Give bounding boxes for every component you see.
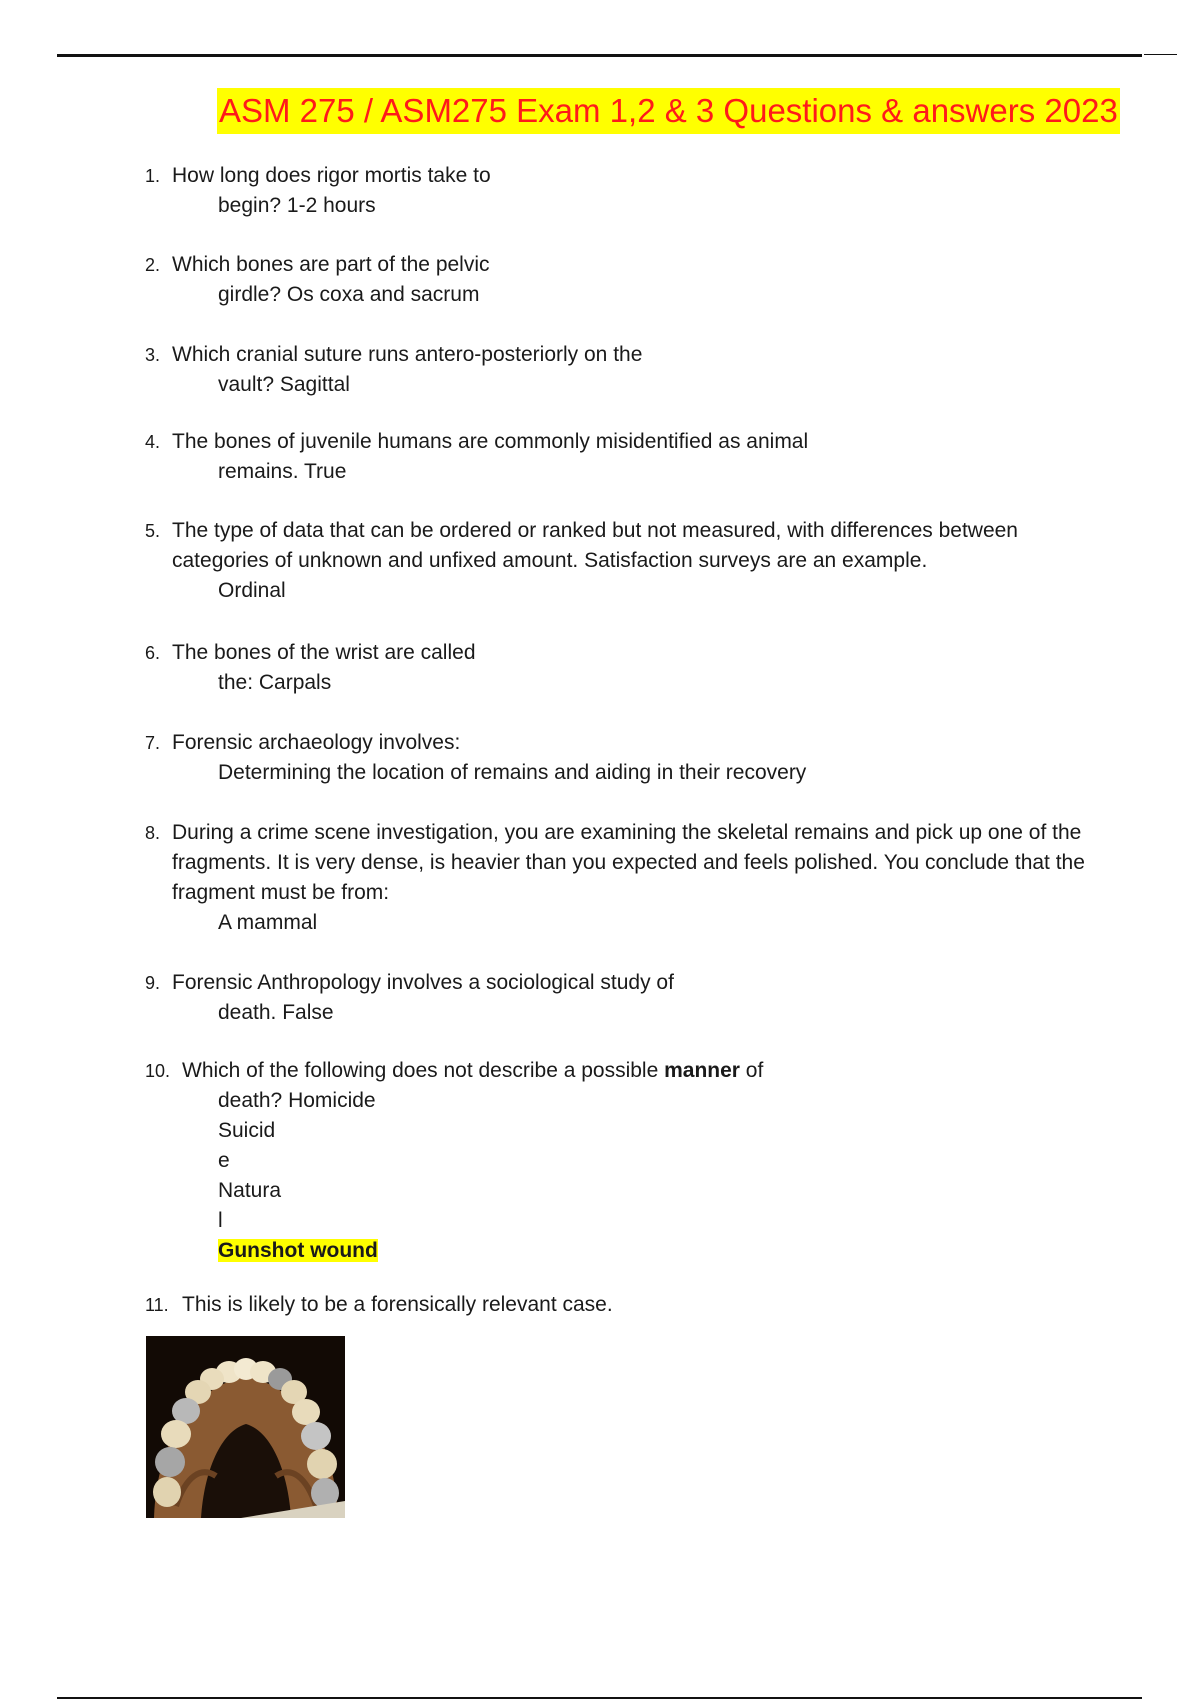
question-7 (145, 728, 1145, 788)
question-number: 10. (145, 1061, 171, 1081)
highlighted-answer: Gunshot wound (218, 1239, 378, 1262)
answer-text: girdle? Os coxa and sacrum (218, 283, 480, 306)
question-text: Forensic Anthropology involves a sociological study of (172, 971, 674, 994)
question-1 (145, 161, 1145, 221)
question-number: 11. (145, 1295, 169, 1315)
top-rule-stub (1144, 54, 1177, 55)
answer-text: the: Carpals (218, 671, 332, 694)
question-emphasis: manner (664, 1059, 740, 1082)
answer-text: vault? Sagittal (218, 373, 350, 396)
question-2 (145, 250, 1145, 310)
question-text-part: Which of the following does not describe a possible (182, 1059, 665, 1082)
question-text: fragments. It is very dense, is heavier than you expected and feels polished. You conclude that the (172, 851, 1085, 874)
question-number: 5. (145, 521, 161, 541)
question-3 (145, 340, 1145, 400)
question-10 (145, 1056, 1145, 1266)
answer-text: Determining the location of remains and aiding in their recovery (218, 761, 807, 784)
question-text: Which cranial suture runs antero-posteriorly on the (172, 343, 643, 366)
question-number: 1. (145, 166, 161, 186)
question-text: This is likely to be a forensically relevant case. (182, 1293, 613, 1316)
dental-remains-photo (146, 1336, 345, 1518)
bottom-rule (57, 1697, 1142, 1699)
answer-text: e (218, 1149, 230, 1172)
question-6 (145, 638, 1145, 698)
question-4 (145, 427, 1145, 487)
question-text: categories of unknown and unfixed amount. Satisfaction surveys are an example. (172, 549, 928, 572)
page-title: ASM 275 / ASM275 Exam 1,2 & 3 Questions & answers 2023 (217, 88, 1120, 134)
top-rule (57, 54, 1142, 57)
question-number: 8. (145, 823, 161, 843)
answer-text: remains. True (218, 460, 347, 483)
answer-text: death. False (218, 1001, 334, 1024)
question-number: 9. (145, 973, 161, 993)
question-8 (145, 818, 1145, 938)
answer-highlight-wrap (218, 1236, 1145, 1266)
question-text-part: of (739, 1059, 764, 1082)
question-number: 7. (145, 733, 161, 753)
question-9 (145, 968, 1145, 1028)
dental-arch-illustration (146, 1336, 345, 1518)
question-text (182, 1056, 1145, 1086)
question-number: 4. (145, 432, 161, 452)
question-11 (145, 1290, 1145, 1320)
answer-text: Suicid (218, 1119, 276, 1142)
question-text: How long does rigor mortis take to (172, 164, 491, 187)
answer-text: Ordinal (218, 579, 286, 602)
question-5 (145, 516, 1145, 606)
answer-text: death? Homicide (218, 1089, 376, 1112)
question-text: fragment must be from: (172, 881, 390, 904)
question-text: Forensic archaeology involves: (172, 731, 461, 754)
question-text: The bones of juvenile humans are commonly misidentified as animal (172, 430, 809, 453)
answer-text: begin? 1-2 hours (218, 194, 376, 217)
question-number: 3. (145, 345, 161, 365)
question-text: During a crime scene investigation, you are examining the skeletal remains and pick up one of the (172, 821, 1082, 844)
question-text: Which bones are part of the pelvic (172, 253, 490, 276)
answer-text: A mammal (218, 911, 318, 934)
question-text: The bones of the wrist are called (172, 641, 476, 664)
answer-text: l (218, 1209, 223, 1232)
answer-text: Natura (218, 1179, 282, 1202)
question-number: 2. (145, 255, 161, 275)
question-text: The type of data that can be ordered or ranked but not measured, with differences between (172, 519, 1018, 542)
question-number: 6. (145, 643, 161, 663)
